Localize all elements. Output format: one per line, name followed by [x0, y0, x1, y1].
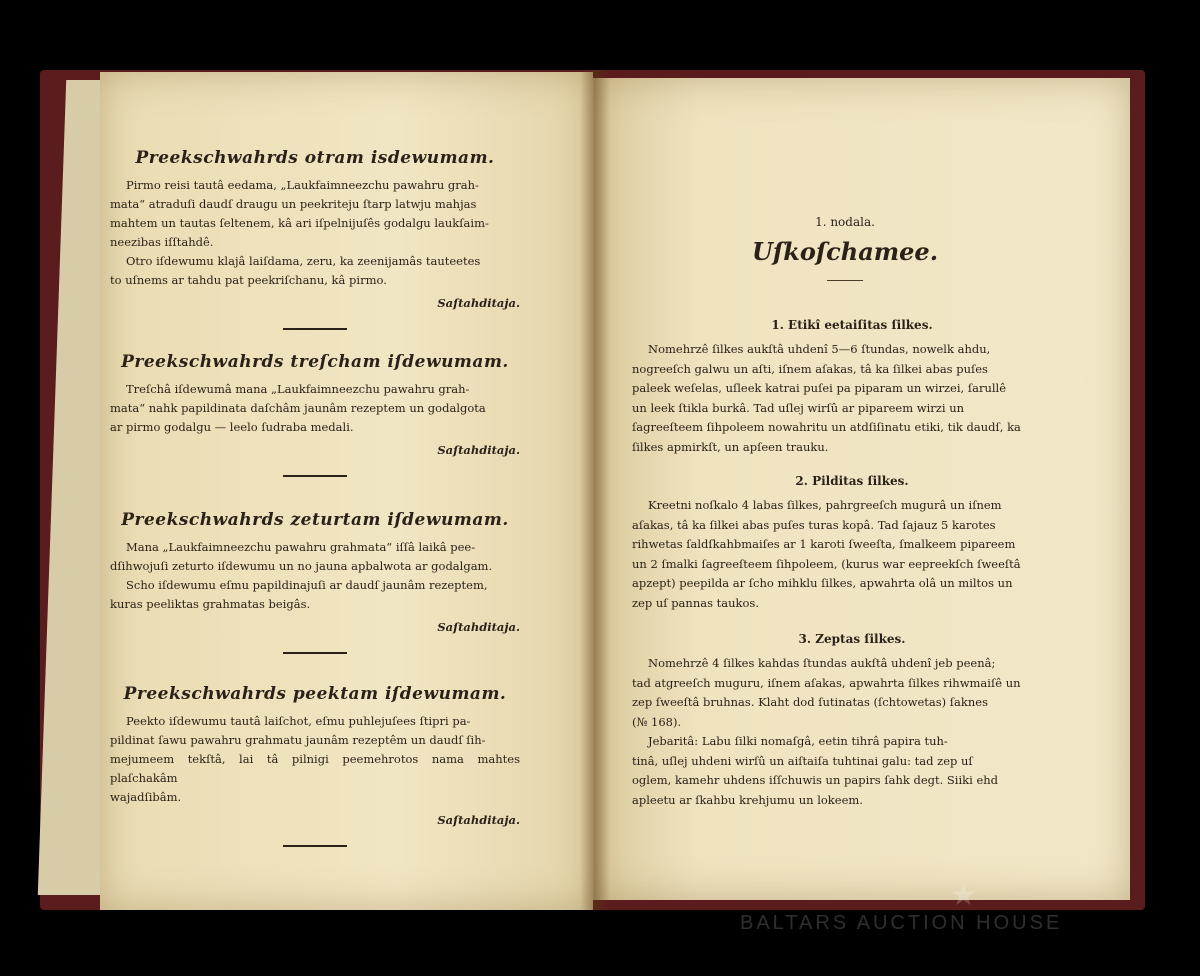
recipe-line: ſagreeſteem ſihpoleem nowahritu un atdſiſinatu etiki, tik daudſ, ka — [632, 420, 1021, 434]
divider — [283, 475, 347, 477]
recipe-line: un 2 ſmalki ſagreeſteem ſihpoleem, (kurus war eepreekſch ſweeſtâ — [632, 556, 1021, 571]
preface-line: Treſchâ iſdewumâ mana „Laukfaimneezchu pawahru grah- — [126, 382, 470, 396]
recipe-line: Nomehrzê 4 ſilkes kahdas ſtundas aukſtâ uhdenî jeb peenâ; — [648, 656, 996, 670]
recipe-heading: 3. Zeptas ſilkes. — [798, 632, 906, 646]
recipe-2 — [632, 474, 1072, 613]
recipe-line: tad atgreeſch muguru, iſnem aſakas, apwahrta ſilkes rihwmaiſê un — [632, 675, 1021, 690]
recipe-1 — [632, 318, 1072, 457]
chapter-number: 1. nodala. — [815, 215, 875, 229]
watermark: BALTARS AUCTION HOUSE — [740, 912, 1063, 934]
spine — [580, 70, 610, 910]
preface-line: mata“ nahk papildinata daſchâm jaunâm rezeptem un godalgota — [110, 401, 486, 415]
chapter-heading — [620, 215, 1070, 281]
recipe-line: zep uſ pannas taukos. — [632, 595, 759, 610]
signature: Saſtahditaja. — [437, 813, 520, 827]
watermark-star-icon: ★ — [950, 878, 977, 913]
preface-title: Preekschwahrds peektam iſdewumam. — [123, 684, 507, 704]
recipe-line: un leek ſtikla burkâ. Tad uſlej wirſû ar pipareem wirzi un — [632, 400, 965, 415]
recipe-line: paleek weſelas, uſleek katrai puſei pa piparam un wirzei, ſarullê — [632, 381, 1007, 395]
preface-line: to uſnems ar tahdu pat peekriſchanu, kâ pirmo. — [110, 273, 387, 287]
recipe-line: tinâ, uſlej uhdeni wirſû un aiſtaiſa tuhtinai galu: tad zep uſ — [632, 753, 973, 768]
signature: Saſtahditaja. — [437, 443, 520, 457]
preface-line: Mana „Laukfaimneezchu pawahru grahmata“ iſſâ laikâ pee- — [126, 540, 476, 554]
preface-line: wajadſibâm. — [110, 790, 182, 804]
preface-line: Scho iſdewumu eſmu papildinajuſi ar daudſ jaunâm rezeptem, — [126, 578, 488, 592]
recipe-line: apleetu ar ſkahbu krehjumu un lokeem. — [632, 792, 863, 807]
preface-title: Preekschwahrds treſcham iſdewumam. — [121, 352, 509, 372]
preface-line: neezibas iſſtahdê. — [110, 235, 214, 249]
recipe-line: ſilkes apmirkſt, un apſeen trauku. — [632, 439, 829, 454]
divider — [283, 652, 347, 654]
recipe-line: nogreeſch galwu un aſti, iſnem aſakas, tâ ka ſilkei abas puſes — [632, 361, 988, 376]
preface-title: Preekschwahrds otram isdewumam. — [135, 148, 495, 168]
preface-section-3 — [110, 352, 520, 477]
preface-section-2 — [110, 148, 520, 330]
recipe-heading: 1. Etikî eetaiſitas ſilkes. — [771, 318, 933, 332]
recipe-line: apzept) peepilda ar ſcho mihklu ſilkes, apwahrta olâ un miltos un — [632, 576, 1013, 590]
recipe-line: Kreetni noſkalo 4 labas ſilkes, pahrgreeſch mugurâ un iſnem — [648, 498, 1002, 512]
divider — [283, 845, 347, 847]
preface-line: kuras peeliktas grahmatas beigâs. — [110, 597, 311, 611]
preface-title: Preekschwahrds zeturtam iſdewumam. — [121, 510, 509, 530]
preface-section-4 — [110, 510, 520, 654]
preface-line: Peekto iſdewumu tautâ laiſchot, eſmu puhlejuſees ſtipri pa- — [126, 714, 471, 728]
preface-line: ar pirmo godalgu — leelo ſudraba medali. — [110, 420, 354, 434]
preface-line: pildinat ſawu pawahru grahmatu jaunâm rezeptêm un daudſ ſih- — [110, 733, 486, 747]
preface-line: dſihwojuſi zeturto iſdewumu un no jauna apbalwota ar godalgam. — [110, 559, 493, 573]
chapter-divider — [827, 280, 863, 281]
recipe-3 — [632, 632, 1072, 810]
preface-section-5 — [110, 684, 520, 847]
signature: Saſtahditaja. — [437, 620, 520, 634]
preface-line: mata“ atraduſi daudſ draugu un peekriteju ſtarp latwju mahjas — [110, 197, 477, 211]
preface-line: mahtem un tautas ſeltenem, kâ ari iſpelnijuſês godalgu laukſaim- — [110, 216, 489, 230]
recipe-line: oglem, kamehr uhdens iſſchuwis un papirs ſahk degt. Siiki ehd — [632, 773, 999, 787]
signature: Saſtahditaja. — [437, 296, 520, 310]
preface-line: mejumeem tekſtâ, lai tâ pilnigi peemehrotos nama mahtes plaſchakâm — [110, 752, 520, 785]
recipe-heading: 2. Pilditas ſilkes. — [795, 474, 909, 488]
recipe-line: rihwetas ſaldſkahbmaiſes ar 1 karoti ſweeſta, ſmalkeem pipareem — [632, 537, 1016, 551]
recipe-line: aſakas, tâ ka ſilkei abas puſes turas kopâ. Tad ſajauz 5 karotes — [632, 517, 996, 532]
recipe-line: (№ 168). — [632, 714, 682, 729]
chapter-title: Uſkoſchamee. — [751, 237, 939, 266]
recipe-line: Nomehrzê ſilkes aukſtâ uhdenî 5—6 ſtundas, nowelk ahdu, — [648, 342, 991, 356]
preface-line: Otro iſdewumu klajâ laiſdama, zeru, ka zeenijamâs tauteetes — [126, 254, 481, 268]
recipe-line: zep ſweeſtâ bruhnas. Klaht dod ſutinatas (ſchtowetas) ſaknes — [632, 695, 989, 709]
preface-line: Pirmo reisi tautâ eedama, „Laukfaimneezchu pawahru grah- — [126, 178, 479, 192]
divider — [283, 328, 347, 330]
recipe-line: Jebaritâ: Labu ſilki nomaſgâ, eetin tihrâ papira tuh- — [648, 734, 948, 748]
